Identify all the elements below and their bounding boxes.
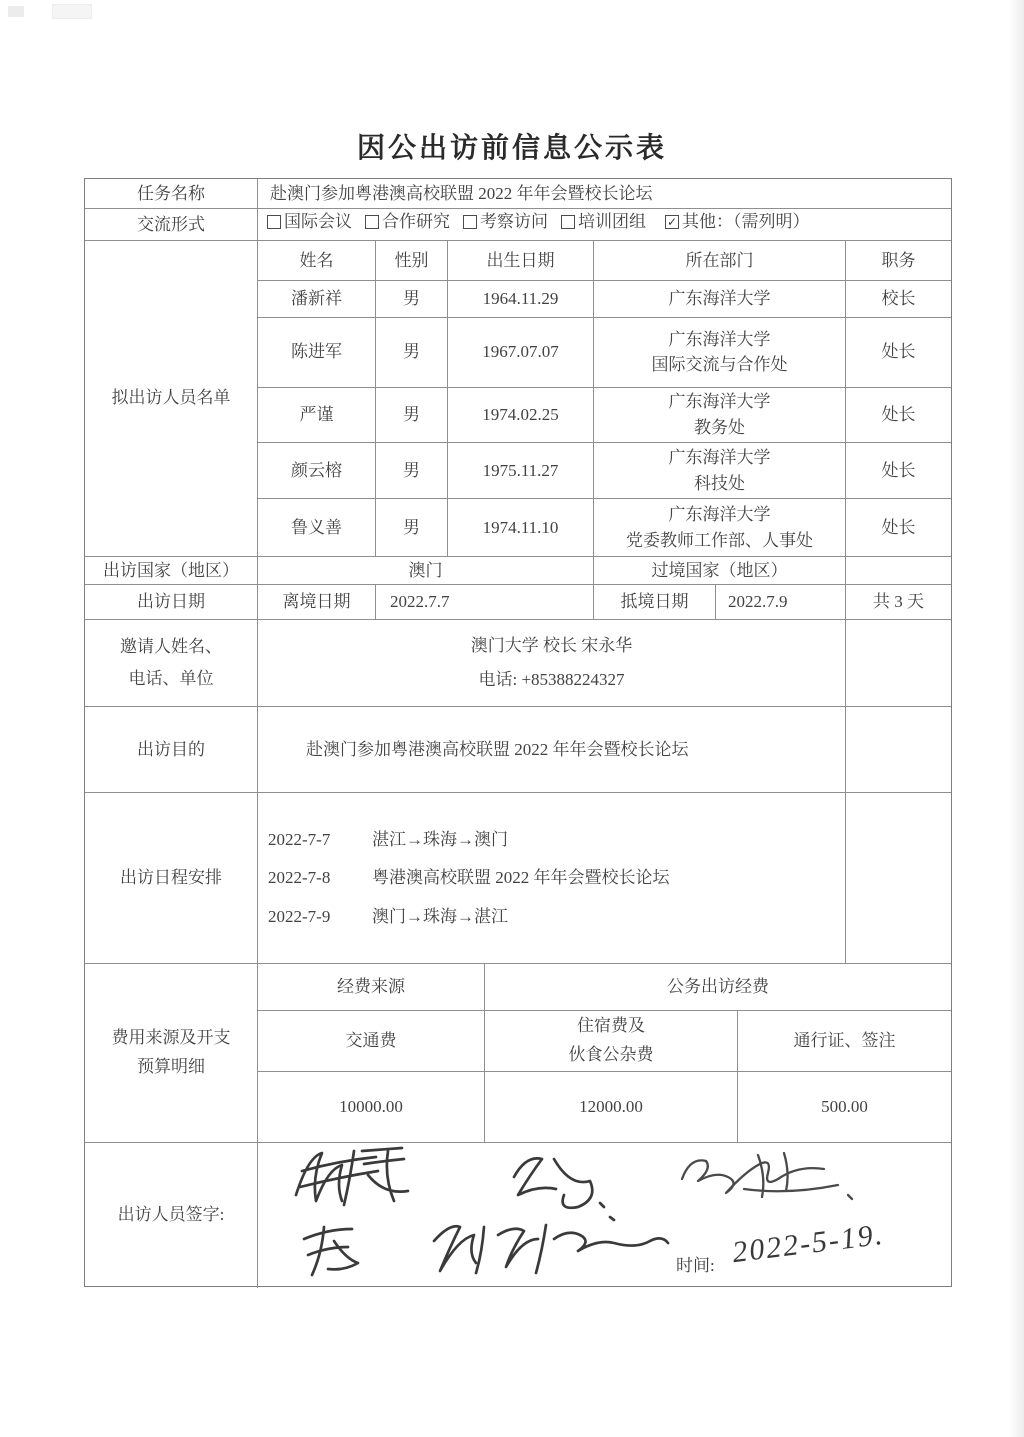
- signature-stroke: [682, 1153, 838, 1197]
- person-title: 处长: [881, 405, 916, 425]
- dates-label: 出访日期: [85, 585, 258, 619]
- dept-line: 广东海洋大学: [668, 392, 771, 412]
- inviter-empty-cell: [846, 620, 951, 706]
- inviter-label-line: 电话、单位: [128, 669, 214, 688]
- person-gender: 男: [376, 388, 448, 443]
- signature-stroke: [296, 1148, 408, 1205]
- personnel-header-row: [258, 241, 951, 281]
- dept-line: 党委教师工作部、人事处: [626, 530, 813, 550]
- checkbox-label: 国际会议: [284, 212, 352, 231]
- budget-col-permit: 通行证、签注: [793, 1031, 896, 1051]
- signature-stroke: [434, 1225, 668, 1273]
- budget-col-lodging-line: 住宿费及: [577, 1016, 645, 1036]
- purpose-row: [85, 707, 951, 793]
- itinerary-item: [268, 865, 670, 891]
- dept-line: 广东海洋大学: [668, 289, 771, 309]
- checkbox-icon: [267, 215, 281, 229]
- exchange-type-label: 交流形式: [85, 209, 258, 240]
- person-title: 处长: [881, 517, 916, 537]
- signature-stroke: [848, 1195, 852, 1199]
- signature-time-label: 时间:: [676, 1256, 715, 1275]
- signature-scribbles: [258, 1143, 953, 1288]
- budget-values-row: [258, 1072, 951, 1142]
- person-dept: [594, 318, 846, 387]
- dept-line: 科技处: [694, 473, 745, 493]
- person-dept: [594, 499, 846, 556]
- destination-value: 澳门: [258, 557, 594, 584]
- destination-row: [85, 557, 951, 585]
- person-birth: 1974.02.25: [448, 388, 594, 443]
- inviter-value: [258, 620, 846, 706]
- checkbox-option: [463, 209, 548, 235]
- person-name: 严谨: [258, 388, 376, 443]
- itinerary-label: 出访日程安排: [85, 793, 258, 963]
- depart-date-value: 2022.7.7: [376, 585, 594, 619]
- signature-stroke: [304, 1227, 358, 1275]
- person-birth: 1974.11.10: [448, 499, 594, 556]
- personnel-row: [258, 443, 951, 499]
- itinerary-item: [268, 904, 508, 930]
- col-header-title: 职务: [881, 250, 916, 270]
- budget-label: [85, 964, 258, 1142]
- itinerary-date: 2022-7-9: [268, 906, 331, 926]
- checkbox-option: [365, 209, 450, 235]
- checkbox-label: 合作研究: [382, 212, 450, 231]
- budget-header-row: [258, 964, 951, 1011]
- budget-table: [258, 964, 951, 1142]
- purpose-label: 出访目的: [85, 707, 258, 792]
- itinerary-row: [85, 793, 951, 964]
- checkbox-option: [561, 209, 646, 235]
- dept-line: 国际交流与合作处: [651, 355, 788, 375]
- signature-date-handwritten: 2022-5-19.: [730, 1217, 886, 1270]
- arrive-date-value: 2022.7.9: [716, 585, 846, 619]
- person-gender: 男: [376, 281, 448, 317]
- col-header-dept: 所在部门: [594, 241, 846, 280]
- checkbox-label: 其他：（需列明）: [682, 212, 810, 231]
- purpose-value: 赴澳门参加粤港澳高校联盟 2022 年年会暨校长论坛: [258, 707, 846, 792]
- disclosure-form-table: [84, 178, 952, 1287]
- total-days: 共 3 天: [873, 592, 924, 612]
- itinerary-item: [268, 827, 508, 853]
- scan-artifact: [8, 6, 24, 17]
- itinerary-empty-cell: [846, 793, 951, 963]
- checkbox-label: 考察访问: [480, 212, 548, 231]
- personnel-table: [258, 241, 951, 556]
- checkbox-label: 培训团组: [578, 212, 646, 231]
- personnel-row: [258, 499, 951, 556]
- itinerary-desc: 湛江→珠海→澳门: [372, 829, 508, 849]
- itinerary-date: 2022-7-8: [268, 868, 331, 888]
- budget-band: [85, 964, 951, 1143]
- scan-artifact: [52, 4, 92, 19]
- person-birth: 1975.11.27: [448, 443, 594, 498]
- budget-funds-header: 公务出访经费: [667, 977, 769, 997]
- task-name-value: 赴澳门参加粤港澳高校联盟 2022 年年会暨校长论坛: [270, 183, 653, 203]
- page-title: 因公出访前信息公示表: [356, 133, 667, 164]
- checked-checkbox-icon: [665, 215, 679, 229]
- col-header-birth: 出生日期: [448, 241, 594, 280]
- inviter-label-line: 邀请人姓名、: [120, 636, 222, 656]
- signature-stroke: [514, 1158, 604, 1207]
- person-title: 处长: [881, 342, 916, 362]
- dates-row: [85, 585, 951, 620]
- destination-label: 出访国家（地区）: [85, 557, 258, 584]
- person-dept: [594, 388, 846, 443]
- person-name: 潘新祥: [258, 281, 376, 317]
- checkbox-option-other: [665, 209, 810, 235]
- checkbox-icon: [463, 215, 477, 229]
- signature-label: 出访人员签字:: [85, 1143, 258, 1288]
- dept-line: 广东海洋大学: [668, 448, 771, 468]
- signature-stroke: [610, 1217, 614, 1220]
- budget-lodging-value: 12000.00: [485, 1072, 738, 1142]
- budget-label-line: 费用来源及开支: [111, 1028, 231, 1048]
- person-birth: 1964.11.29: [448, 281, 594, 317]
- budget-permit-value: 500.00: [821, 1097, 868, 1117]
- checkbox-icon: [561, 215, 575, 229]
- person-birth: 1967.07.07: [448, 318, 594, 387]
- budget-col-lodging: [485, 1011, 738, 1072]
- person-name: 颜云榕: [258, 443, 376, 498]
- col-header-name: 姓名: [258, 241, 376, 280]
- scan-edge-shadow: [1008, 0, 1024, 1437]
- itinerary-list: [258, 793, 846, 963]
- transit-label: 过境国家（地区）: [594, 557, 846, 584]
- budget-columns-row: [258, 1011, 951, 1073]
- dept-line: 广东海洋大学: [668, 329, 771, 349]
- budget-transport-value: 10000.00: [258, 1072, 485, 1142]
- person-dept: [594, 443, 846, 498]
- budget-source-header: 经费来源: [258, 964, 485, 1010]
- person-gender: 男: [376, 443, 448, 498]
- person-gender: 男: [376, 318, 448, 387]
- inviter-row: [85, 620, 951, 707]
- inviter-phone-line: 电话: +85388224327: [478, 670, 625, 689]
- dept-line: 教务处: [694, 417, 745, 437]
- inviter-name-line: 澳门大学 校长 宋永华: [470, 636, 633, 655]
- person-name: 陈进军: [258, 318, 376, 387]
- task-name-label: 任务名称: [85, 179, 258, 208]
- person-title: 校长: [881, 289, 916, 309]
- person-gender: 男: [376, 499, 448, 556]
- purpose-empty-cell: [846, 707, 951, 792]
- itinerary-date: 2022-7-7: [268, 829, 331, 849]
- checkbox-icon: [365, 215, 379, 229]
- budget-col-lodging-line: 伙食公杂费: [568, 1045, 654, 1065]
- checkbox-option: [267, 209, 352, 235]
- inviter-label: [85, 620, 258, 706]
- signature-area: [258, 1143, 951, 1288]
- person-name: 鲁义善: [258, 499, 376, 556]
- exchange-type-row: [85, 209, 951, 241]
- personnel-label: 拟出访人员名单: [85, 241, 258, 556]
- person-title: 处长: [881, 461, 916, 481]
- task-name-row: [85, 179, 951, 209]
- budget-label-line: 预算明细: [137, 1057, 205, 1076]
- exchange-type-options: [258, 209, 951, 240]
- depart-date-label: 离境日期: [258, 585, 376, 619]
- signature-band: [85, 1143, 951, 1288]
- itinerary-desc: 粤港澳高校联盟 2022 年年会暨校长论坛: [372, 868, 670, 888]
- personnel-row: [258, 281, 951, 318]
- arrive-date-label: 抵境日期: [594, 585, 716, 619]
- transit-value: [846, 557, 951, 584]
- dept-line: 广东海洋大学: [668, 505, 771, 525]
- personnel-row: [258, 318, 951, 388]
- col-header-gender: 性别: [376, 241, 448, 280]
- budget-col-transport: 交通费: [258, 1011, 485, 1072]
- personnel-band: [85, 241, 951, 557]
- person-dept: [594, 281, 846, 317]
- personnel-row: [258, 388, 951, 444]
- itinerary-desc: 澳门→珠海→湛江: [372, 906, 508, 926]
